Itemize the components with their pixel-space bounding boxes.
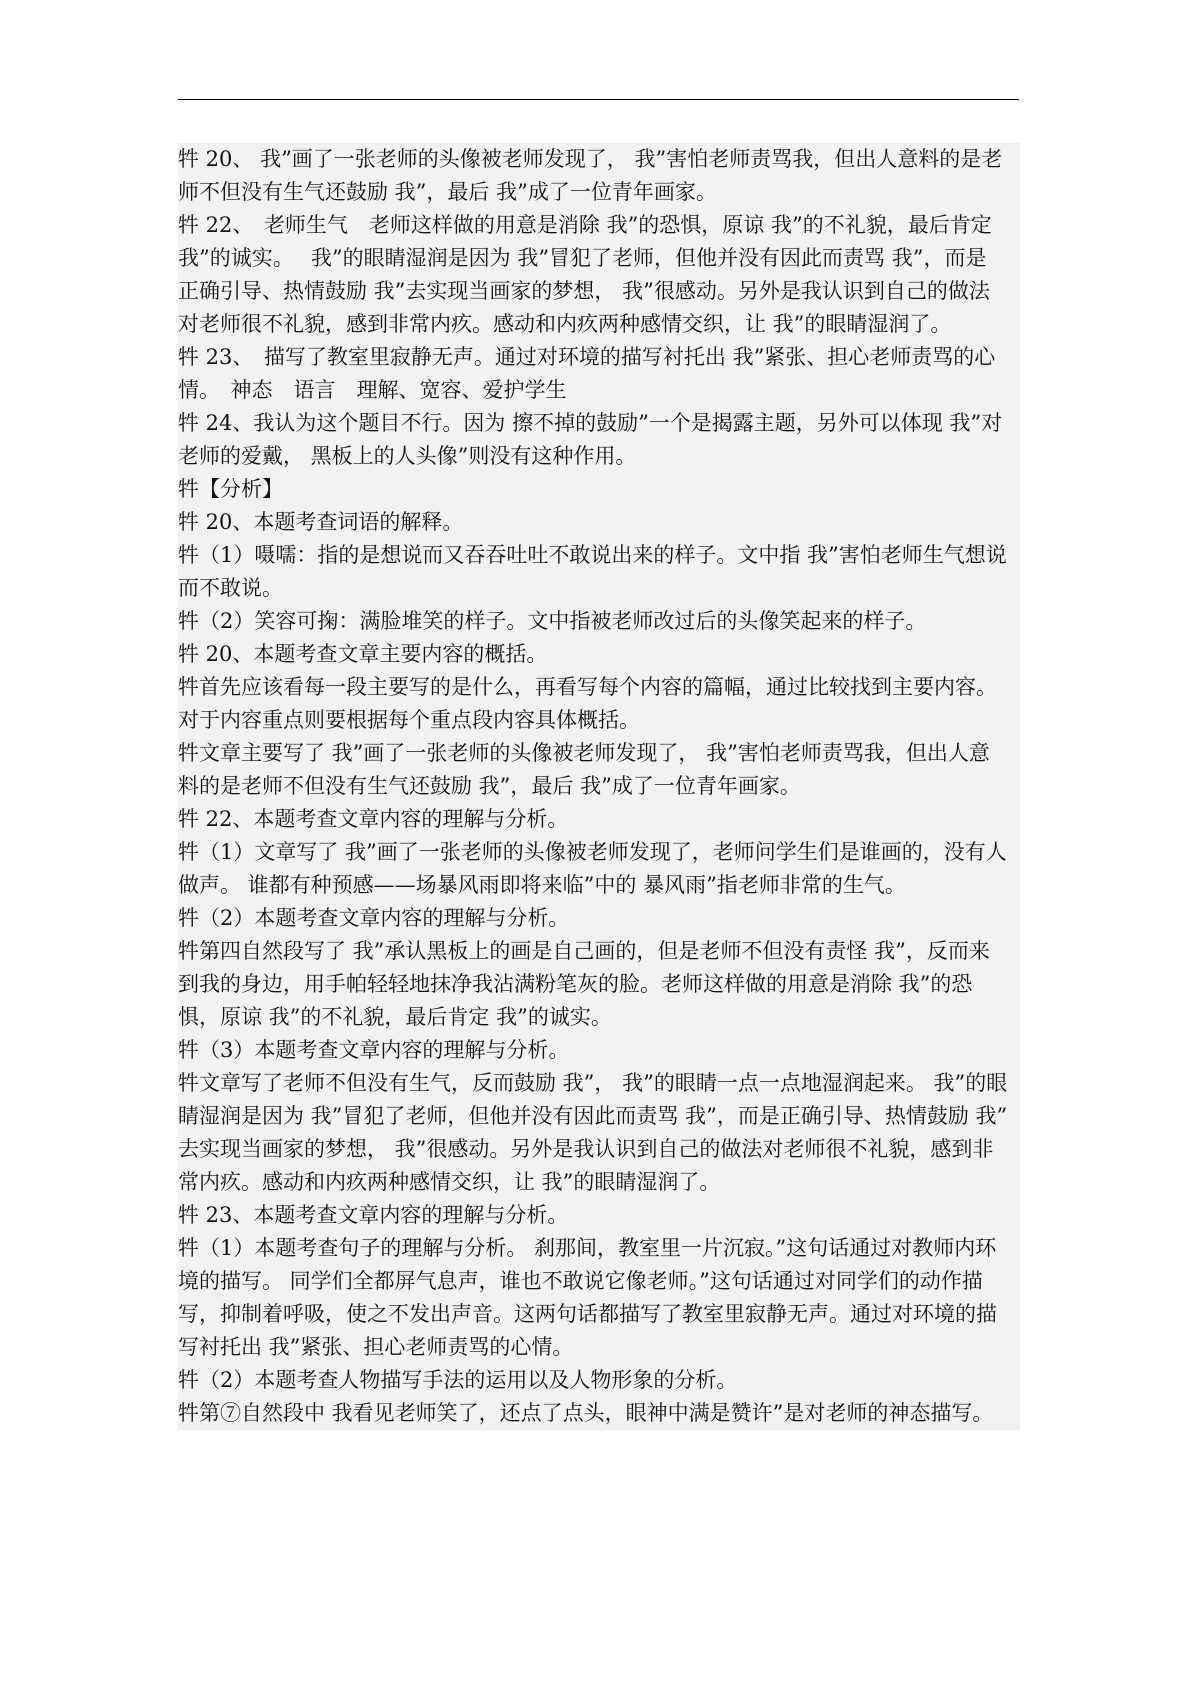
text-line: 写，抑制着呼吸，使之不发出声音。这两句话都描写了教室里寂静无声。通过对环境的描 bbox=[178, 1302, 997, 1326]
text-line: 牪（1）嗫嚅：指的是想说而又吞吞吐吐不敢说出来的样子。文中指 我”害怕老师生气想说 bbox=[178, 543, 1007, 567]
text-line: 睛湿润是因为 我”冒犯了老师，但他并没有因此而责骂 我”，而是正确引导、热情鼓励 我” bbox=[178, 1104, 1008, 1128]
text-line: 做声。 谁都有种预感——场暴风雨即将来临”中的 暴风雨”指老师非常的生气。 bbox=[178, 873, 906, 897]
text-line: 去实现当画家的梦想， 我”很感动。另外是我认识到自己的做法对老师很不礼貌，感到非 bbox=[178, 1137, 994, 1161]
text-line: 到我的身边，用手帕轻轻地抹净我沾满粉笔灰的脸。老师这样做的用意是消除 我”的恐 bbox=[178, 972, 973, 996]
text-line: 惧，原谅 我”的不礼貌，最后肯定 我”的诚实。 bbox=[178, 1005, 612, 1029]
text-line: 牪（2）本题考查人物描写手法的运用以及人物形象的分析。 bbox=[178, 1368, 738, 1392]
text-line: 牪（3）本题考查文章内容的理解与分析。 bbox=[178, 1038, 570, 1062]
text-line: 而不敢说。 bbox=[178, 576, 283, 600]
text-line: 对于内容重点则要根据每个重点段内容具体概括。 bbox=[178, 708, 640, 732]
text-line: 牪 24、我认为这个题目不行。因为 擦不掉的鼓励”一个是揭露主题，另外可以体现 我”对 bbox=[178, 411, 1003, 435]
text-line: 牪 20、本题考查词语的解释。 bbox=[178, 510, 464, 534]
text-line: 牪（1）文章写了 我”画了一张老师的头像被老师发现了，老师问学生们是谁画的，没有人 bbox=[178, 840, 1007, 864]
text-line: 牪（1）本题考查句子的理解与分析。 刹那间，教室里一片沉寂。”这句话通过对教师内环 bbox=[178, 1236, 997, 1260]
text-line: 牪 22、本题考查文章内容的理解与分析。 bbox=[178, 807, 569, 831]
document-body bbox=[178, 143, 1020, 1430]
text-line: 师不但没有生气还鼓励 我”，最后 我”成了一位青年画家。 bbox=[178, 180, 717, 204]
text-line: 我”的诚实。 我”的眼睛湿润是因为 我”冒犯了老师，但他并没有因此而责骂 我”，而是 bbox=[178, 246, 987, 270]
text-line: 牪（2）笑容可掬：满脸堆笑的样子。文中指被老师改过后的头像笑起来的样子。 bbox=[178, 609, 927, 633]
text-line: 写衬托出 我”紧张、担心老师责骂的心情。 bbox=[178, 1335, 574, 1359]
text-line: 牪文章写了老师不但没有生气，反而鼓励 我”， 我”的眼睛一点一点地湿润起来。 我”的眼 bbox=[178, 1071, 1008, 1095]
text-line: 料的是老师不但没有生气还鼓励 我”，最后 我”成了一位青年画家。 bbox=[178, 774, 801, 798]
text-line: 牪第四自然段写了 我”承认黑板上的画是自己画的，但是老师不但没有责怪 我”，反而来 bbox=[178, 939, 990, 963]
analysis-heading: 牪【分析】 bbox=[178, 477, 283, 501]
text-line: 牪 20、 我”画了一张老师的头像被老师发现了， 我”害怕老师责骂我，但出人意料的是老 bbox=[178, 147, 1003, 171]
header-rule bbox=[178, 99, 1019, 100]
text-line: 境的描写。 同学们全都屏气息声，谁也不敢说它像老师。”这句话通过对同学们的动作描 bbox=[178, 1269, 983, 1293]
text-line: 常内疚。感动和内疚两种感情交织，让 我”的眼睛湿润了。 bbox=[178, 1170, 721, 1194]
text-line: 老师的爱戴， 黑板上的人头像”则没有这种作用。 bbox=[178, 444, 637, 468]
text-line: 对老师很不礼貌，感到非常内疚。感动和内疚两种感情交织，让 我”的眼睛湿润了。 bbox=[178, 312, 952, 336]
text-line: 牪 23、本题考查文章内容的理解与分析。 bbox=[178, 1203, 569, 1227]
text-line: 牪首先应该看每一段主要写的是什么，再看写每个内容的篇幅，通过比较找到主要内容。 bbox=[178, 675, 997, 699]
text-line: 牪（2）本题考查文章内容的理解与分析。 bbox=[178, 906, 570, 930]
text-line: 牪 23、 描写了教室里寂静无声。通过对环境的描写衬托出 我”紧张、担心老师责骂的心 bbox=[178, 345, 996, 369]
text-line: 牪 22、 老师生气 老师这样做的用意是消除 我”的恐惧，原谅 我”的不礼貌，最后肯定 bbox=[178, 213, 992, 237]
text-line: 情。 神态 语言 理解、宽容、爱护学生 bbox=[178, 378, 567, 402]
text-line: 牪文章主要写了 我”画了一张老师的头像被老师发现了， 我”害怕老师责骂我，但出人意 bbox=[178, 741, 990, 765]
text-line: 正确引导、热情鼓励 我”去实现当画家的梦想， 我”很感动。另外是我认识到自己的做法 bbox=[178, 279, 990, 303]
text-line: 牪 20、本题考查文章主要内容的概括。 bbox=[178, 642, 548, 666]
text-line: 牪第⑦自然段中 我看见老师笑了，还点了点头，眼神中满是赞许”是对老师的神态描写。 bbox=[178, 1401, 994, 1425]
